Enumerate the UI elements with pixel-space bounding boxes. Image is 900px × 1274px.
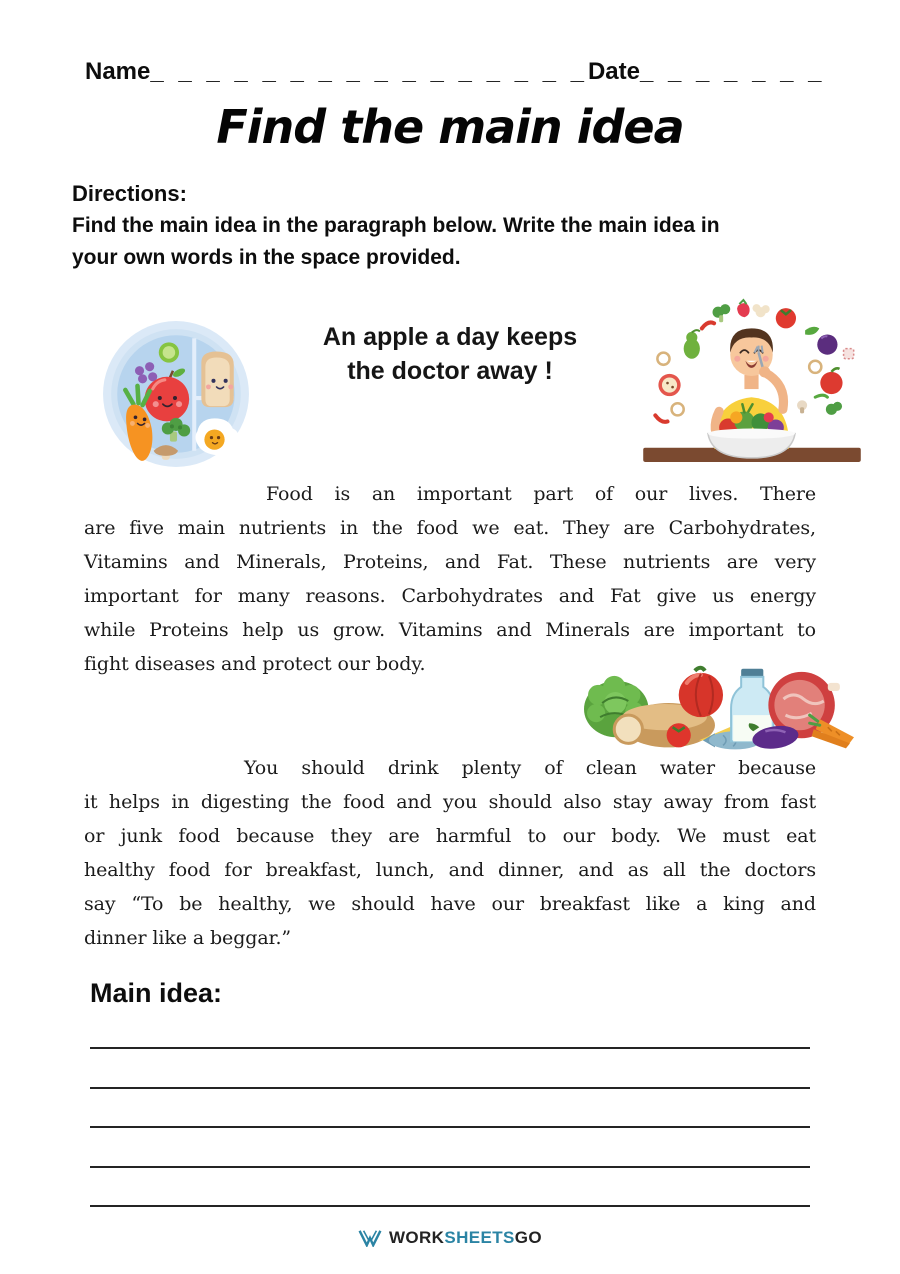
directions-text-line2: your own words in the space provided. — [72, 246, 461, 269]
paragraph-line: fight diseases and protect our body. — [84, 653, 426, 675]
answer-line[interactable] — [90, 1047, 810, 1087]
footer-brand — [0, 1228, 900, 1248]
name-date-row — [85, 58, 826, 86]
name-label: Name — [85, 58, 151, 85]
paragraph-line: Vitamins and Minerals, Proteins, and Fat. These nutrients are very — [84, 551, 816, 573]
paragraph-line: dinner like a beggar.” — [84, 927, 292, 949]
answer-line[interactable] — [90, 1087, 810, 1127]
brand-word-work: WORK — [388, 1228, 445, 1247]
brand-word-go: GO — [514, 1228, 543, 1247]
passage-paragraph-2 — [84, 751, 816, 955]
date-blank-field[interactable]: _ _ _ _ _ _ _ — [640, 58, 826, 85]
paragraph-line: healthy food for breakfast, lunch, and dinner, and as all the doctors — [84, 859, 816, 881]
paragraph-line: important for many reasons. Carbohydrates and Fat give us energy — [84, 585, 816, 607]
man-eating-salad-illustration — [643, 296, 861, 466]
passage-heading-line2: the doctor away ! — [347, 357, 553, 385]
main-idea-heading: Main idea: — [90, 978, 223, 1008]
directions-section — [72, 178, 782, 274]
passage-heading-line1: An apple a day keeps — [322, 323, 578, 351]
passage-heading — [272, 320, 628, 388]
paragraph-line: it helps in digesting the food and you should also stay away from fast — [84, 791, 816, 813]
name-blank-field[interactable]: _ _ _ _ _ _ _ _ _ _ _ _ _ _ _ _ — [150, 58, 588, 85]
date-label: Date — [587, 58, 640, 85]
directions-heading: Directions: — [72, 181, 187, 206]
paragraph-line: say “To be healthy, we should have our breakfast like a king and — [84, 893, 816, 915]
answer-lines — [90, 1047, 810, 1245]
answer-line[interactable] — [90, 1126, 810, 1166]
healthy-food-illustration — [582, 642, 856, 750]
worksheet-title: Find the main idea — [216, 100, 684, 154]
paragraph-line: are five main nutrients in the food we eat. They are Carbohydrates, — [84, 517, 816, 539]
worksheetsgo-logo-icon — [358, 1229, 382, 1247]
food-plate-illustration — [94, 318, 258, 470]
paragraph-line: or junk food because they are harmful to our body. We must eat — [84, 825, 816, 847]
brand-word-sheets: SHEETS — [444, 1228, 515, 1247]
paragraph-line: You should drink plenty of clean water because — [244, 757, 816, 779]
answer-line[interactable] — [90, 1166, 810, 1206]
directions-text-line1: Find the main idea in the paragraph below. Write the main idea in — [72, 214, 720, 237]
paragraph-line: while Proteins help us grow. Vitamins and Minerals are important to — [84, 619, 816, 641]
paragraph-line: Food is an important part of our lives. There — [266, 483, 816, 505]
